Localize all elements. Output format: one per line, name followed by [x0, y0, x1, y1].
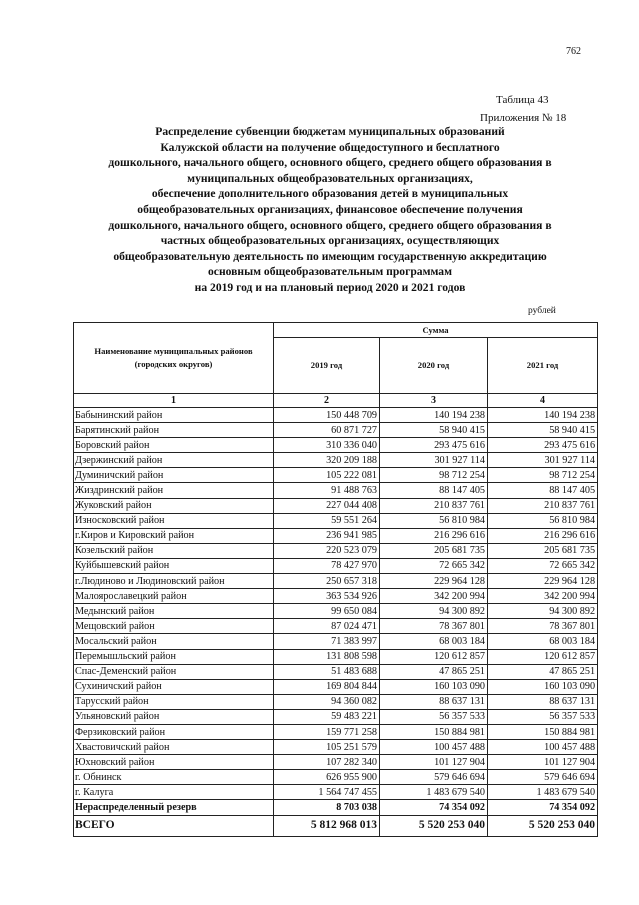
row-value-2019: 250 657 318	[274, 574, 380, 589]
column-number: 3	[380, 394, 488, 408]
table-body	[74, 408, 598, 800]
row-name: Куйбышевский район	[74, 558, 274, 573]
title-line: общеобразовательную деятельность по имеющим государственную аккредитацию	[113, 249, 547, 263]
row-name: Козельский район	[74, 543, 274, 558]
row-value-2019: 87 024 471	[274, 619, 380, 634]
table-row	[74, 694, 598, 709]
row-value-2019: 107 282 340	[274, 755, 380, 770]
row-value-2019: 5 812 968 013	[274, 815, 380, 836]
row-name: Сухиничский район	[74, 679, 274, 694]
row-value-2019: 236 941 985	[274, 528, 380, 543]
title-line: общеобразовательных организациях, финансовое обеспечение получения	[137, 202, 523, 216]
row-name: г.Людиново и Людиновский район	[74, 574, 274, 589]
row-value-2020: 229 964 128	[380, 574, 488, 589]
title-line: основным общеобразовательным программам	[208, 265, 452, 279]
row-value-2021: 140 194 238	[488, 408, 598, 423]
row-value-2019: 51 483 688	[274, 664, 380, 679]
table-row	[74, 498, 598, 513]
table-row	[74, 574, 598, 589]
row-value-2019: 310 336 040	[274, 438, 380, 453]
row-name: Думиничский район	[74, 468, 274, 483]
row-value-2020: 342 200 994	[380, 589, 488, 604]
row-value-2020: 150 884 981	[380, 724, 488, 739]
row-name: Мосальский район	[74, 634, 274, 649]
column-number: 1	[74, 394, 274, 408]
row-value-2020: 94 300 892	[380, 604, 488, 619]
row-value-2019: 60 871 727	[274, 423, 380, 438]
row-value-2020: 72 665 342	[380, 558, 488, 573]
table-row	[74, 740, 598, 755]
header-year-2020: 2020 год	[380, 338, 488, 394]
row-name: Жуковский район	[74, 498, 274, 513]
table-row	[74, 423, 598, 438]
row-name: Нераспределенный резерв	[74, 800, 274, 815]
row-value-2019: 363 534 926	[274, 589, 380, 604]
row-value-2021: 160 103 090	[488, 679, 598, 694]
table-row	[74, 770, 598, 785]
row-value-2021: 47 865 251	[488, 664, 598, 679]
title-line: муниципальных общеобразовательных организациях,	[187, 171, 473, 185]
row-value-2021: 88 147 405	[488, 483, 598, 498]
row-value-2019: 220 523 079	[274, 543, 380, 558]
row-value-2019: 1 564 747 455	[274, 785, 380, 800]
row-value-2021: 101 127 904	[488, 755, 598, 770]
row-value-2019: 169 804 844	[274, 679, 380, 694]
row-value-2021: 58 940 415	[488, 423, 598, 438]
column-number: 4	[488, 394, 598, 408]
row-name: Тарусский район	[74, 694, 274, 709]
row-name: Медынский район	[74, 604, 274, 619]
row-value-2021: 100 457 488	[488, 740, 598, 755]
row-value-2020: 1 483 679 540	[380, 785, 488, 800]
table-row	[74, 664, 598, 679]
row-value-2020: 140 194 238	[380, 408, 488, 423]
row-name: г. Калуга	[74, 785, 274, 800]
row-value-2021: 1 483 679 540	[488, 785, 598, 800]
subvention-table	[73, 322, 598, 837]
row-value-2019: 59 551 264	[274, 513, 380, 528]
row-value-2019: 59 483 221	[274, 709, 380, 724]
row-name: г. Обнинск	[74, 770, 274, 785]
table-row	[74, 724, 598, 739]
table-row	[74, 528, 598, 543]
row-name: ВСЕГО	[74, 815, 274, 836]
row-value-2020: 58 940 415	[380, 423, 488, 438]
page-number: 762	[566, 46, 581, 57]
row-value-2020: 56 810 984	[380, 513, 488, 528]
row-value-2020: 205 681 735	[380, 543, 488, 558]
row-name: Ульяновский район	[74, 709, 274, 724]
row-value-2021: 88 637 131	[488, 694, 598, 709]
row-value-2021: 74 354 092	[488, 800, 598, 815]
header-year-2019: 2019 год	[274, 338, 380, 394]
table-row	[74, 589, 598, 604]
row-value-2020: 100 457 488	[380, 740, 488, 755]
table-row	[74, 634, 598, 649]
row-value-2021: 216 296 616	[488, 528, 598, 543]
row-value-2021: 56 810 984	[488, 513, 598, 528]
table-row	[74, 755, 598, 770]
row-name: Мещовский район	[74, 619, 274, 634]
row-value-2020: 216 296 616	[380, 528, 488, 543]
row-value-2021: 56 357 533	[488, 709, 598, 724]
row-value-2020: 78 367 801	[380, 619, 488, 634]
row-value-2019: 94 360 082	[274, 694, 380, 709]
row-value-2021: 94 300 892	[488, 604, 598, 619]
row-value-2021: 68 003 184	[488, 634, 598, 649]
title-line: частных общеобразовательных организациях, осуществляющих	[160, 234, 500, 248]
table-row	[74, 438, 598, 453]
table-row	[74, 558, 598, 573]
row-value-2021: 120 612 857	[488, 649, 598, 664]
row-value-2020: 579 646 694	[380, 770, 488, 785]
row-value-2019: 105 222 081	[274, 468, 380, 483]
row-value-2021: 98 712 254	[488, 468, 598, 483]
row-name: г.Киров и Кировский район	[74, 528, 274, 543]
row-name: Ферзиковский район	[74, 724, 274, 739]
table-row	[74, 408, 598, 423]
table-row	[74, 453, 598, 468]
row-value-2020: 98 712 254	[380, 468, 488, 483]
row-value-2020: 68 003 184	[380, 634, 488, 649]
units-label: рублей	[528, 306, 556, 316]
table-label: Таблица 43	[496, 94, 549, 106]
row-name: Бабынинский район	[74, 408, 274, 423]
row-value-2019: 131 808 598	[274, 649, 380, 664]
table-row	[74, 649, 598, 664]
row-value-2020: 301 927 114	[380, 453, 488, 468]
row-value-2019: 159 771 258	[274, 724, 380, 739]
row-value-2021: 229 964 128	[488, 574, 598, 589]
title-line: Калужской области на получение общедоступного и бесплатного	[160, 140, 500, 154]
row-value-2019: 8 703 038	[274, 800, 380, 815]
total-row	[74, 815, 598, 836]
row-value-2021: 72 665 342	[488, 558, 598, 573]
table-row	[74, 604, 598, 619]
title-line: обеспечение дополнительного образования детей в муниципальных	[151, 187, 509, 201]
column-number: 2	[274, 394, 380, 408]
row-value-2019: 626 955 900	[274, 770, 380, 785]
table-row	[74, 679, 598, 694]
row-name: Юхновский район	[74, 755, 274, 770]
table-row	[74, 785, 598, 800]
table-row	[74, 619, 598, 634]
table-row	[74, 709, 598, 724]
row-value-2020: 101 127 904	[380, 755, 488, 770]
table-row	[74, 468, 598, 483]
row-name: Дзержинский район	[74, 453, 274, 468]
appendix-label: Приложения № 18	[480, 112, 567, 124]
row-value-2020: 47 865 251	[380, 664, 488, 679]
row-value-2021: 150 884 981	[488, 724, 598, 739]
row-name: Спас-Деменский район	[74, 664, 274, 679]
row-value-2019: 320 209 188	[274, 453, 380, 468]
row-value-2019: 71 383 997	[274, 634, 380, 649]
row-name: Износковский район	[74, 513, 274, 528]
row-value-2020: 88 637 131	[380, 694, 488, 709]
header-sum: Сумма	[274, 323, 598, 338]
row-value-2021: 579 646 694	[488, 770, 598, 785]
row-name: Перемышльский район	[74, 649, 274, 664]
row-value-2020: 293 475 616	[380, 438, 488, 453]
row-value-2021: 301 927 114	[488, 453, 598, 468]
row-value-2019: 150 448 709	[274, 408, 380, 423]
row-value-2020: 5 520 253 040	[380, 815, 488, 836]
title-line: дошкольного, начального общего, основного общего, среднего общего образования в	[108, 218, 552, 232]
row-value-2021: 78 367 801	[488, 619, 598, 634]
header-year-2021: 2021 год	[488, 338, 598, 394]
document-title	[60, 124, 600, 296]
row-value-2020: 210 837 761	[380, 498, 488, 513]
row-value-2019: 91 488 763	[274, 483, 380, 498]
title-line: Распределение субвенции бюджетам муниципальных образований	[155, 125, 505, 138]
title-line: на 2019 год и на плановый период 2020 и 2021 годов	[194, 280, 466, 294]
row-value-2019: 99 650 084	[274, 604, 380, 619]
row-value-2020: 74 354 092	[380, 800, 488, 815]
table-row	[74, 513, 598, 528]
row-value-2020: 120 612 857	[380, 649, 488, 664]
reserve-row	[74, 800, 598, 815]
title-line: дошкольного, начального общего, основного общего, среднего общего образования в	[108, 156, 552, 170]
row-name: Жиздринский район	[74, 483, 274, 498]
row-value-2021: 210 837 761	[488, 498, 598, 513]
row-value-2021: 293 475 616	[488, 438, 598, 453]
row-name: Малоярославецкий район	[74, 589, 274, 604]
row-name: Барятинский район	[74, 423, 274, 438]
row-value-2021: 5 520 253 040	[488, 815, 598, 836]
row-value-2019: 105 251 579	[274, 740, 380, 755]
table-row	[74, 543, 598, 558]
row-value-2020: 56 357 533	[380, 709, 488, 724]
row-value-2021: 205 681 735	[488, 543, 598, 558]
header-name: Наименование муниципальных районов (городских округов)	[74, 323, 274, 394]
row-value-2019: 227 044 408	[274, 498, 380, 513]
table-row	[74, 483, 598, 498]
row-name: Хвастовичский район	[74, 740, 274, 755]
row-name: Боровский район	[74, 438, 274, 453]
row-value-2020: 88 147 405	[380, 483, 488, 498]
row-value-2019: 78 427 970	[274, 558, 380, 573]
row-value-2020: 160 103 090	[380, 679, 488, 694]
row-value-2021: 342 200 994	[488, 589, 598, 604]
